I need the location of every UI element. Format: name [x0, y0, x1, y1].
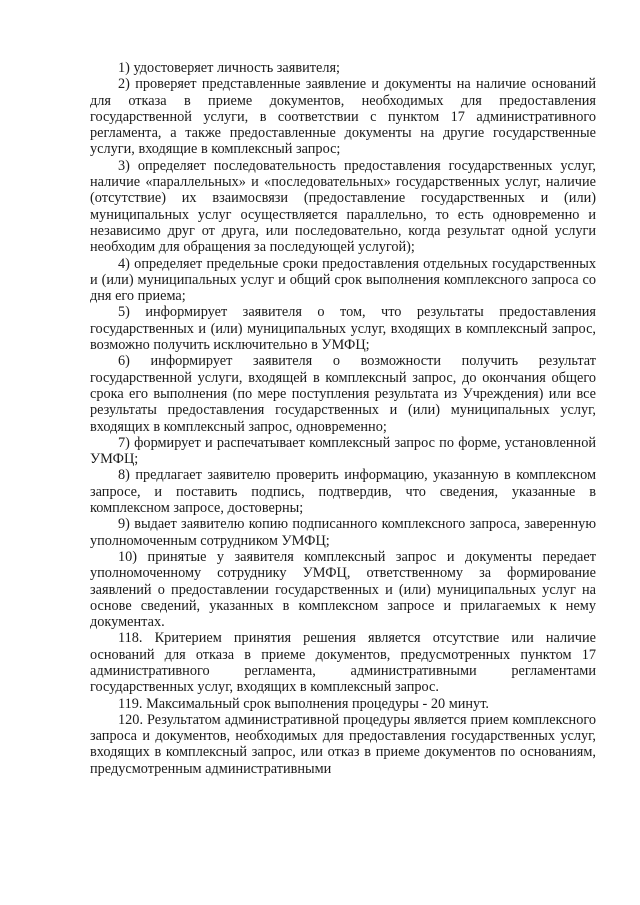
paragraph-item-8: 8) предлагает заявителю проверить информацию, указанную в комплексном запросе, и поставить подпись, подтвердив, что сведения, указанные в комплексном запросе, достоверны;	[90, 467, 596, 517]
paragraph-120: 120. Результатом административной процедуры является прием комплексного запроса и документов, необходимых для предоставления государственных услуг, входящих в комплексный запрос, или отказ в приеме документов по основаниям, предусмотренным административными	[90, 711, 596, 777]
paragraph-item-1: 1) удостоверяет личность заявителя;	[118, 60, 341, 76]
paragraph-item-6: 6) информирует заявителя о возможности получить результат государственной услуги, входящей в комплексный запрос, до окончания общего срока его выполнения (по мере поступления результата из Учреждения) или все результаты предоставления государственных и (или) муниципальных услуг, входящих в комплексный запрос, одновременно;	[90, 353, 596, 435]
paragraph-item-4: 4) определяет предельные сроки предоставления отдельных государственных и (или) муниципальных услуг и общий срок выполнения комплексного запроса со дня его приема;	[90, 255, 596, 305]
paragraph-item-2: 2) проверяет представленные заявление и документы на наличие оснований для отказа в приеме документов, необходимых для предоставления государственной услуги, в соответствии с пунктом 17 административного регламента, а также предоставленные документы на другие государственные услуги, входящие в комплексный запрос;	[90, 76, 596, 158]
paragraph-item-7: 7) формирует и распечатывает комплексный запрос по форме, установленной УМФЦ;	[90, 434, 596, 468]
paragraph-item-9: 9) выдает заявителю копию подписанного комплексного запроса, заверенную уполномоченным сотрудником УМФЦ;	[90, 516, 596, 549]
paragraph-item-3: 3) определяет последовательность предоставления государственных услуг, наличие «параллельных» и «последовательных» государственных услуг, наличие (отсутствие) их взаимосвязи (предоставление государственных и (или) муниципальных услуг осуществляется параллельно, то есть одновременно и независимо друг от друга, или последовательно, когда результат одной услуги необходим для обращения за последующей услугой);	[90, 157, 596, 256]
paragraph-item-10: 10) принятые у заявителя комплексный запрос и документы передает уполномоченному сотруднику УМФЦ, ответственному за формирование заявлений о предоставлении государственных и (или) муниципальных услуг на основе сведений, указанных в комплексном запросе и прилагаемых к нему документах.	[90, 548, 596, 631]
paragraph-item-5: 5) информирует заявителя о том, что результаты предоставления государственных и (или) муниципальных услуг, входящих в комплексный запрос, возможно получить исключительно в УМФЦ;	[90, 304, 596, 354]
paragraph-119: 119. Максимальный срок выполнения процедуры - 20 минут.	[118, 695, 489, 712]
paragraph-118: 118. Критерием принятия решения является отсутствие или наличие оснований для отказа в приеме документов, предусмотренных пунктом 17 административного регламента, административными регламентами государственных услуг, входящих в комплексный запрос.	[90, 630, 596, 696]
document-page	[90, 60, 596, 777]
